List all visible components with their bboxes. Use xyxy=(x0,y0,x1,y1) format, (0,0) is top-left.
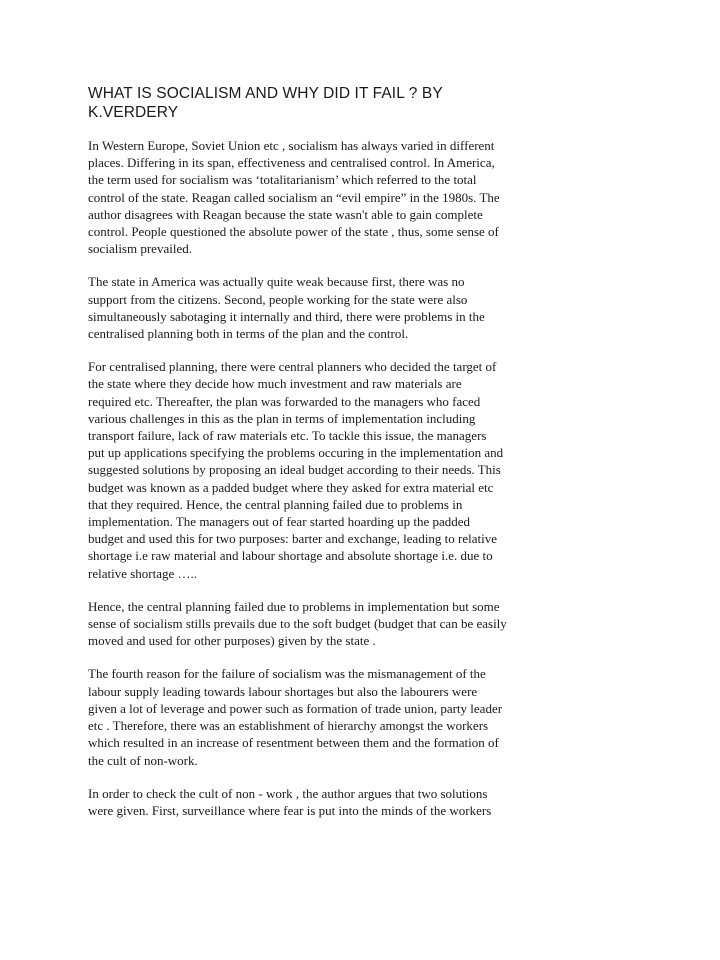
document-page xyxy=(88,84,648,835)
paragraph-3: For centralised planning, there were central planners who decided the target of the state where they decide how much investment and raw materials are required etc. Thereafter, the plan was forwarded to the managers who faced various challenges in this as the plan in terms of implementation including transport failure, lack of raw materials etc. To tackle this issue, the managers put up applications specifying the problems occuring in the implementation and suggested solutions by proposing an ideal budget according to their needs. This budget was known as a padded budget where they asked for extra material etc that they required. Hence, the central planning failed due to problems in implementation. The managers out of fear started hoarding up the padded budget and used this for two purposes: barter and exchange, leading to relative shortage i.e raw material and labour shortage and absolute shortage i.e. due to relative shortage ….. xyxy=(88,359,504,581)
paragraph-5: The fourth reason for the failure of socialism was the mismanagement of the labour supply leading towards labour shortages but also the labourers were given a lot of leverage and power such as formation of trade union, party leader etc . Therefore, there was an establishment of hierarchy amongst the workers which resulted in an increase of resentment between them and the formation of the cult of non-work. xyxy=(88,666,503,768)
paragraph-2: The state in America was actually quite weak because first, there was no support from the citizens. Second, people working for the state were also simultaneously sabotaging it internally and third, there were problems in the centralised planning both in terms of the plan and the control. xyxy=(88,274,485,342)
paragraph-6: In order to check the cult of non - work , the author argues that two solutions were given. First, surveillance where fear is put into the minds of the workers xyxy=(88,785,492,818)
paragraph-4: Hence, the central planning failed due to problems in implementation but some sense of socialism stills prevails due to the soft budget (budget that can be easily moved and used for other purposes) given by the state . xyxy=(88,598,507,649)
paragraph-1: In Western Europe, Soviet Union etc , socialism has always varied in different places. Differing in its span, effectiveness and centralised control. In America, the term used for socialism was ‘totalitarianism’ which referred to the total control of the state. Reagan called socialism an “evil empire” in the 1980s. The author disagrees with Reagan because the state wasn't able to gain complete control. People questioned the absolute power of the state , thus, some sense of socialism prevailed. xyxy=(88,138,500,257)
document-title: WHAT IS SOCIALISM AND WHY DID IT FAIL ? BY K.VERDERY xyxy=(88,85,443,121)
